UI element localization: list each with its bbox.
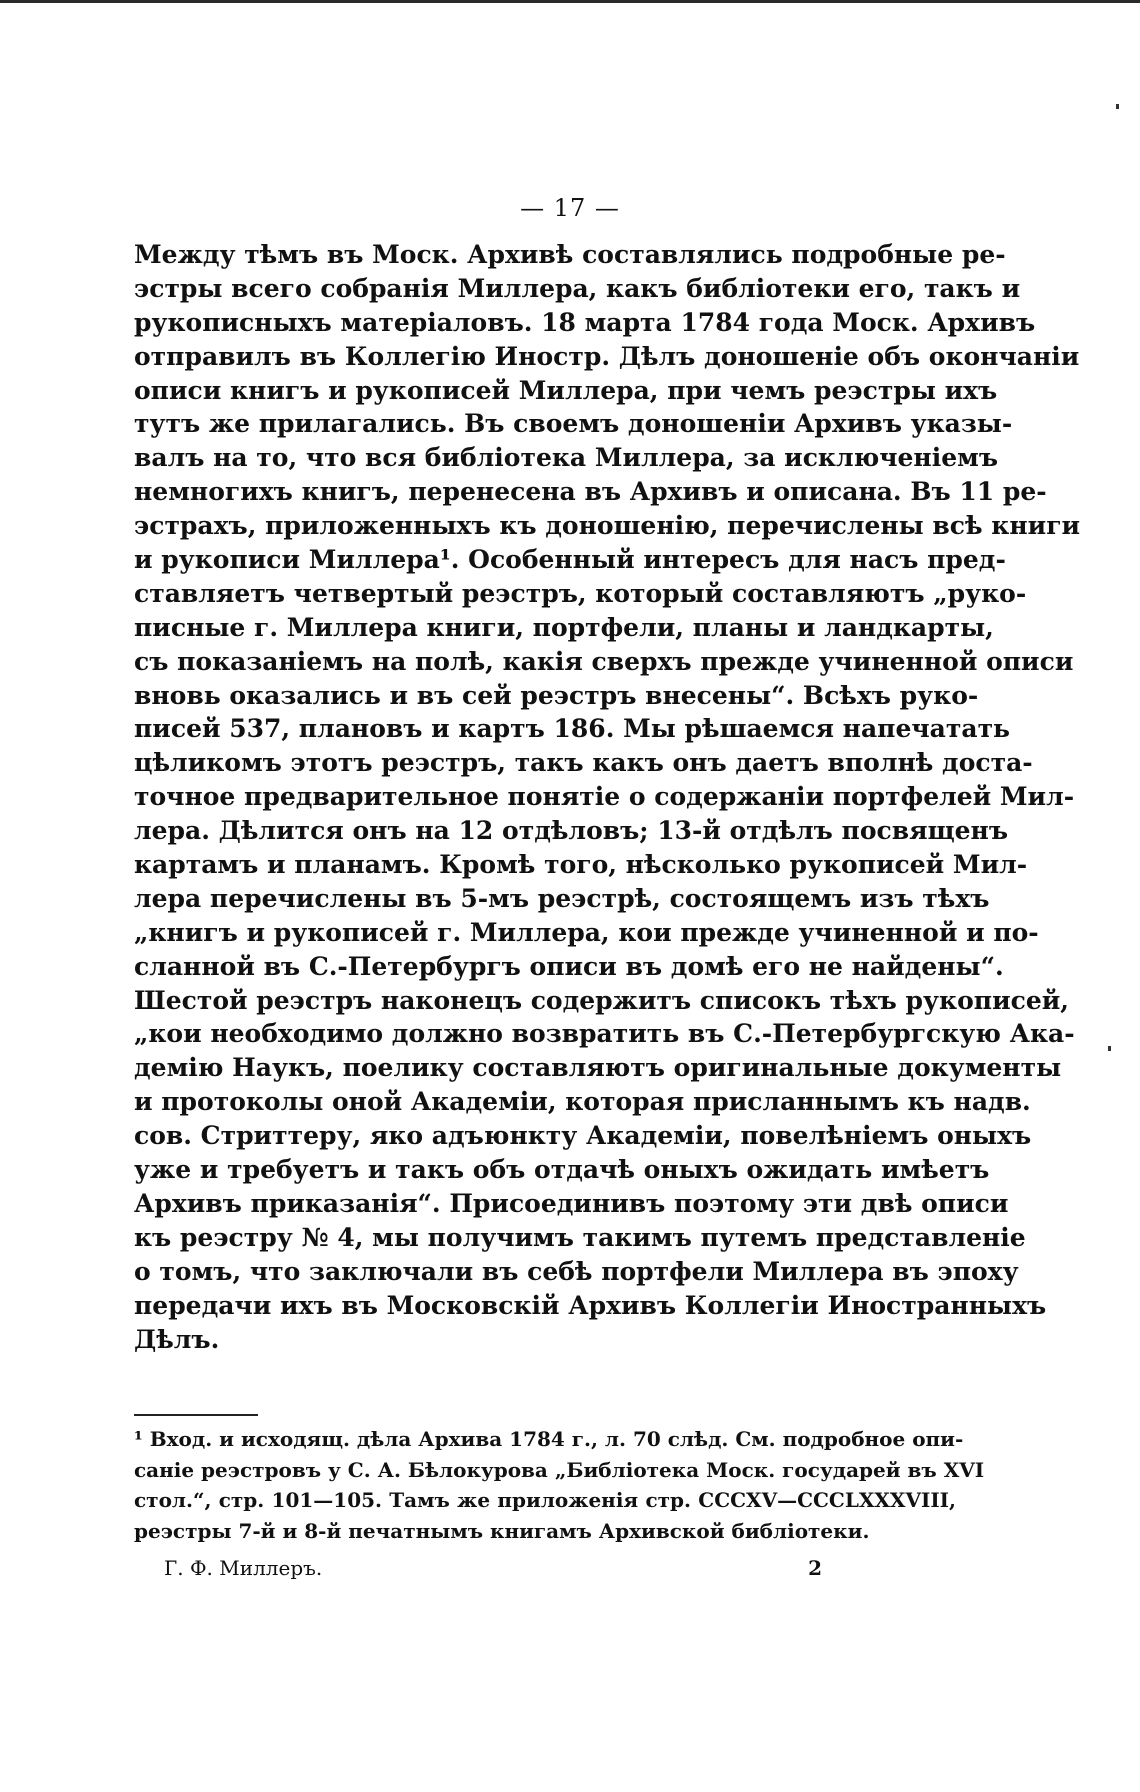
- text-line: уже и требуетъ и такъ объ отдачѣ оныхъ ожидать имѣетъ: [134, 1155, 990, 1185]
- text-line: къ реэстру № 4, мы получимъ такимъ путемъ представленіе: [134, 1222, 1026, 1252]
- footnote-divider: [134, 1414, 258, 1416]
- footnote-line: стол.“, стр. 101—105. Тамъ же приложенія стр. CCCXV—CCCLXXXVIII,: [134, 1488, 956, 1512]
- text-line: сланной въ С.-Петербургъ описи въ домѣ его не найдены“.: [134, 951, 1004, 981]
- page-footer: [134, 1556, 956, 1586]
- sheet-signature: 2: [808, 1556, 822, 1580]
- text-line: „книгъ и рукописей г. Миллера, кои прежде учиненной и по-: [134, 917, 1039, 947]
- scan-speck: [1108, 1046, 1111, 1051]
- scan-edge-rule: [0, 0, 1140, 3]
- scan-speck: [1116, 104, 1119, 109]
- footnote-line: реэстры 7-й и 8-й печатнымъ книгамъ Архивской библіотеки.: [134, 1518, 870, 1543]
- text-line: отправилъ въ Коллегію Иностр. Дѣлъ доношеніе объ окончаніи: [134, 341, 1080, 371]
- text-line: Архивъ приказанія“. Присоединивъ поэтому эти двѣ описи: [134, 1188, 1009, 1218]
- text-line: о томъ, что заключали въ себѣ портфели Миллера въ эпоху: [134, 1256, 1019, 1286]
- text-line: съ показаніемъ на полѣ, какія сверхъ прежде учиненной описи: [134, 646, 1074, 676]
- page-number: — 17 —: [520, 194, 620, 222]
- main-text: [134, 238, 1081, 1356]
- text-line: цѣликомъ этотъ реэстръ, такъ какъ онъ даетъ вполнѣ доста-: [134, 748, 1033, 778]
- text-line: картамъ и планамъ. Кромѣ того, нѣсколько рукописей Мил-: [134, 850, 1028, 880]
- text-line: Дѣлъ.: [134, 1324, 220, 1354]
- text-line: точное предварительное понятіе о содержаніи портфелей Мил-: [134, 782, 1075, 812]
- text-line: эстрахъ, приложенныхъ къ доношенію, перечислены всѣ книги: [134, 511, 1081, 541]
- text-line: эстры всего собранія Миллера, какъ библіотеки его, такъ и: [134, 273, 1021, 303]
- footer-author: Г. Ф. Миллеръ.: [164, 1556, 323, 1580]
- text-line: „кои необходимо должно возвратить въ С.-Петербургскую Ака-: [134, 1019, 1075, 1049]
- text-line: ставляетъ четвертый реэстръ, который составляютъ „руко-: [134, 578, 1027, 608]
- text-line: вновь оказались и въ сей реэстръ внесены“. Всѣхъ руко-: [134, 680, 979, 710]
- text-line: сов. Стриттеру, яко адъюнкту Академіи, повелѣніемъ оныхъ: [134, 1121, 1032, 1151]
- text-line: Шестой реэстръ наконецъ содержитъ списокъ тѣхъ рукописей,: [134, 985, 1069, 1015]
- text-line: и протоколы оной Академіи, которая присланнымъ къ надв.: [134, 1087, 1031, 1117]
- text-line: немногихъ книгъ, перенесена въ Архивъ и описана. Въ 11 ре-: [134, 477, 1047, 507]
- footnote: [134, 1424, 985, 1546]
- text-line: писные г. Миллера книги, портфели, планы и ландкарты,: [134, 612, 994, 642]
- text-line: демію Наукъ, поелику составляютъ оригинальные документы: [134, 1053, 1062, 1083]
- text-line: лера перечислены въ 5-мъ реэстрѣ, состоящемъ изъ тѣхъ: [134, 883, 990, 913]
- text-line: тутъ же прилагались. Въ своемъ доношеніи Архивъ указы-: [134, 409, 1013, 439]
- footnote-line: саніе реэстровъ у С. А. Бѣлокурова „Библіотека Моск. государей въ XVI: [134, 1457, 985, 1482]
- text-line: писей 537, плановъ и картъ 186. Мы рѣшаемся напечатать: [134, 714, 1011, 744]
- text-line: рукописныхъ матеріаловъ. 18 марта 1784 года Моск. Архивъ: [134, 307, 1036, 337]
- text-line: описи книгъ и рукописей Миллера, при чемъ реэстры ихъ: [134, 375, 998, 405]
- text-line: передачи ихъ въ Московскій Архивъ Коллегіи Иностранныхъ: [134, 1290, 1047, 1320]
- text-line: валъ на то, что вся библіотека Миллера, за исключеніемъ: [134, 443, 999, 473]
- text-line: лера. Дѣлится онъ на 12 отдѣловъ; 13-й отдѣлъ посвященъ: [134, 816, 1009, 846]
- text-line: Между тѣмъ въ Моск. Архивѣ составлялись подробные ре-: [134, 240, 1006, 269]
- text-line: и рукописи Миллера¹. Особенный интересъ для насъ пред-: [134, 545, 1006, 575]
- footnote-line: ¹ Вход. и исходящ. дѣла Архива 1784 г., л. 70 слѣд. См. подробное опи-: [134, 1427, 964, 1451]
